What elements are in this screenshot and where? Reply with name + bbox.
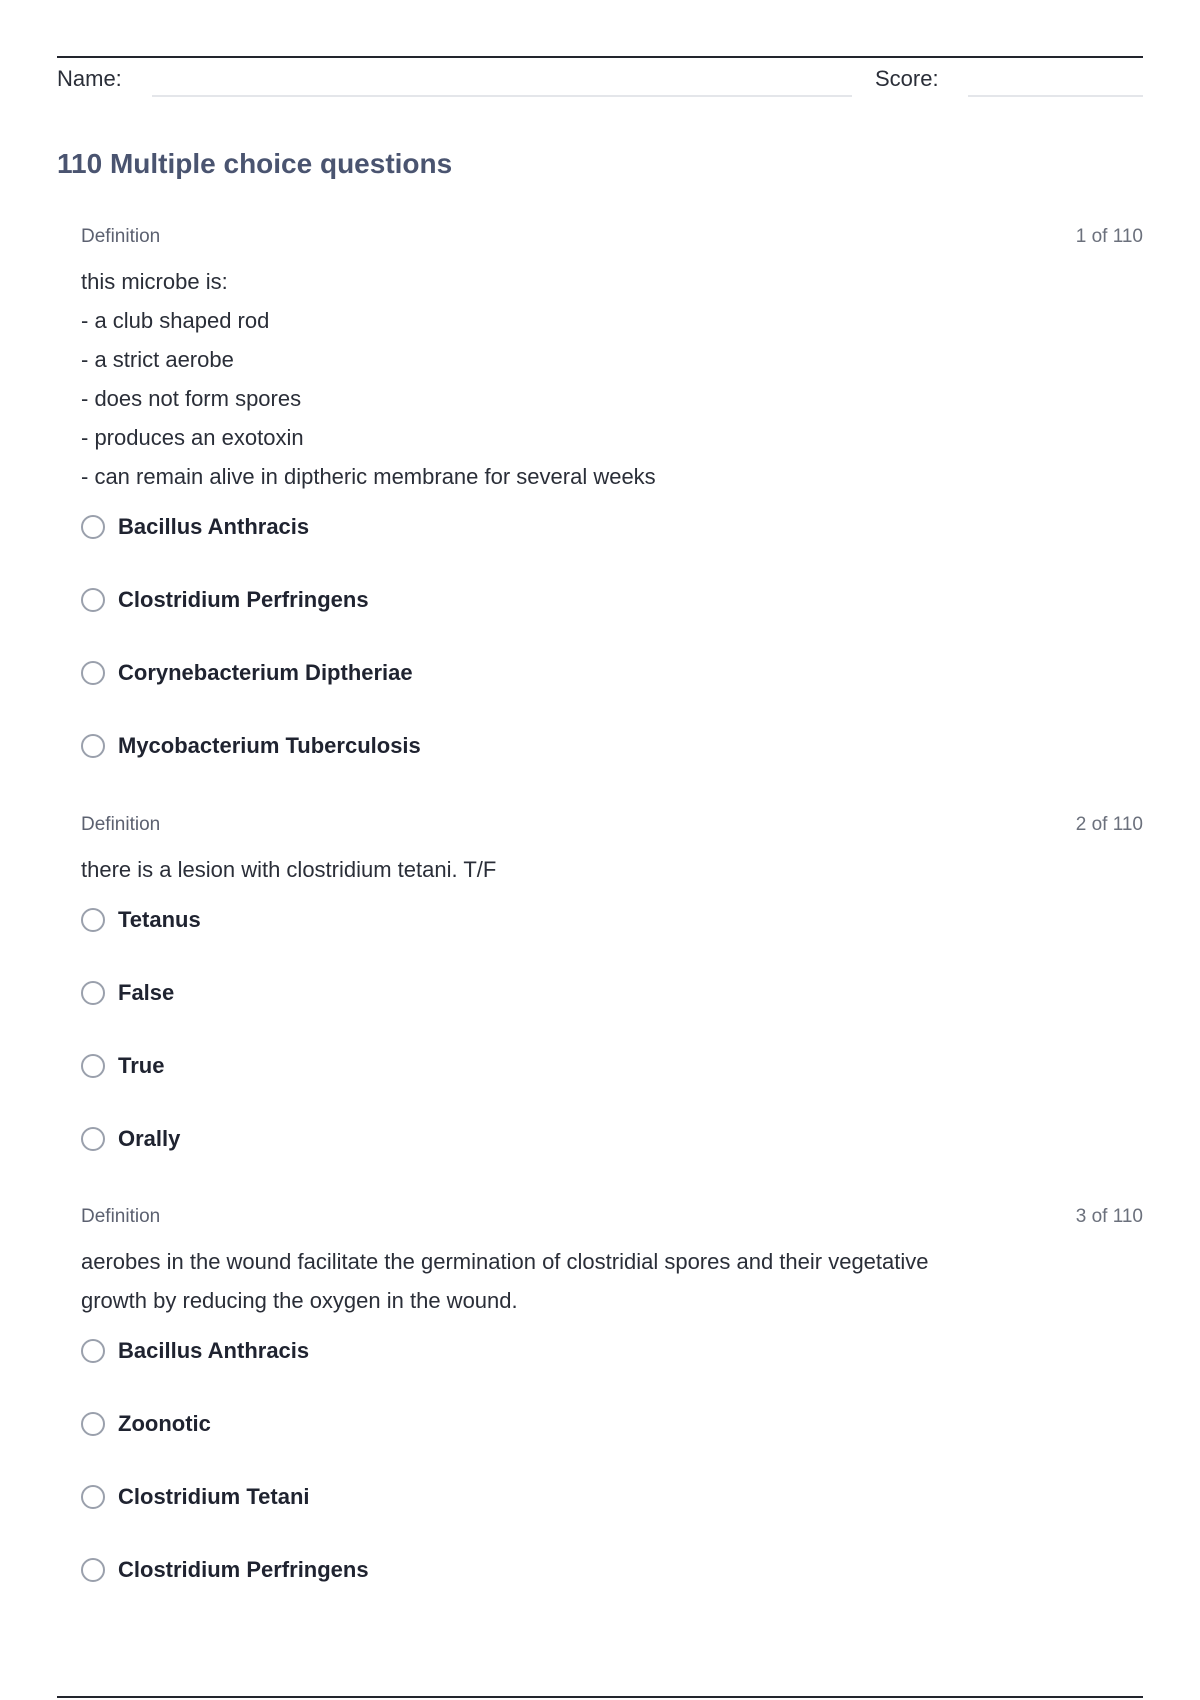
radio-button[interactable] bbox=[81, 1412, 105, 1436]
question-text-line: - a strict aerobe bbox=[81, 347, 234, 372]
question-counter: 2 of 110 bbox=[1075, 814, 1143, 835]
answer-options bbox=[81, 908, 1143, 1200]
header-row bbox=[57, 62, 1143, 98]
radio-button[interactable] bbox=[81, 1339, 105, 1363]
answer-option-label: Zoonotic bbox=[118, 1411, 211, 1436]
question-2 bbox=[81, 814, 1143, 1200]
answer-option[interactable] bbox=[81, 981, 1143, 1054]
answer-option-label: Bacillus Anthracis bbox=[118, 514, 310, 539]
answer-option-label: Bacillus Anthracis bbox=[118, 1338, 310, 1363]
question-text-line: aerobes in the wound facilitate the germination of clostridial spores and their vegetative bbox=[81, 1249, 929, 1274]
question-3 bbox=[81, 1206, 1143, 1631]
answer-option[interactable] bbox=[81, 1485, 1143, 1558]
answer-option[interactable] bbox=[81, 661, 1143, 734]
question-text-line: growth by reducing the oxygen in the wound. bbox=[81, 1288, 518, 1313]
answer-option-label: Corynebacterium Diptheriae bbox=[118, 660, 413, 685]
answer-option[interactable] bbox=[81, 1412, 1143, 1485]
question-counter: 1 of 110 bbox=[1075, 226, 1143, 247]
answer-option-label: Clostridium Tetani bbox=[118, 1484, 310, 1509]
name-input-line[interactable] bbox=[152, 95, 852, 97]
answer-option-label: False bbox=[118, 980, 175, 1005]
answer-options bbox=[81, 515, 1143, 807]
score-label: Score: bbox=[875, 66, 939, 91]
radio-button[interactable] bbox=[81, 588, 105, 612]
name-label: Name: bbox=[57, 66, 122, 91]
answer-options bbox=[81, 1339, 1143, 1631]
question-text-line: - a club shaped rod bbox=[81, 308, 270, 333]
question-text-line: there is a lesion with clostridium tetani. T/F bbox=[81, 857, 497, 882]
answer-option-label: Tetanus bbox=[118, 907, 201, 932]
radio-button[interactable] bbox=[81, 981, 105, 1005]
question-text-line: this microbe is: bbox=[81, 269, 228, 294]
question-1 bbox=[81, 226, 1143, 807]
answer-option[interactable] bbox=[81, 908, 1143, 981]
radio-button[interactable] bbox=[81, 734, 105, 758]
answer-option-label: Mycobacterium Tuberculosis bbox=[118, 733, 421, 758]
question-text-line: - does not form spores bbox=[81, 386, 302, 411]
question-text-line: - produces an exotoxin bbox=[81, 425, 304, 450]
question-header bbox=[81, 226, 1143, 254]
answer-option[interactable] bbox=[81, 1054, 1143, 1127]
question-text bbox=[81, 850, 1061, 889]
question-header bbox=[81, 1206, 1143, 1234]
radio-button[interactable] bbox=[81, 1127, 105, 1151]
question-kind: Definition bbox=[81, 814, 161, 835]
answer-option[interactable] bbox=[81, 1339, 1143, 1412]
score-input-line[interactable] bbox=[968, 95, 1143, 97]
radio-button[interactable] bbox=[81, 515, 105, 539]
answer-option-label: Clostridium Perfringens bbox=[118, 1557, 369, 1582]
answer-option-label: Clostridium Perfringens bbox=[118, 587, 369, 612]
question-text bbox=[81, 262, 1061, 496]
question-counter: 3 of 110 bbox=[1075, 1206, 1143, 1227]
answer-option[interactable] bbox=[81, 515, 1143, 588]
answer-option[interactable] bbox=[81, 588, 1143, 661]
top-rule bbox=[57, 56, 1143, 58]
radio-button[interactable] bbox=[81, 1485, 105, 1509]
bottom-rule bbox=[57, 1696, 1143, 1698]
radio-button[interactable] bbox=[81, 1558, 105, 1582]
question-kind: Definition bbox=[81, 1206, 161, 1227]
answer-option-label: True bbox=[118, 1053, 165, 1078]
question-text-line: - can remain alive in diptheric membrane for several weeks bbox=[81, 464, 656, 489]
answer-option-label: Orally bbox=[118, 1126, 181, 1151]
answer-option[interactable] bbox=[81, 1558, 1143, 1631]
radio-button[interactable] bbox=[81, 908, 105, 932]
page-title: 110 Multiple choice questions bbox=[57, 148, 453, 179]
answer-option[interactable] bbox=[81, 734, 1143, 807]
question-header bbox=[81, 814, 1143, 842]
question-text bbox=[81, 1242, 1061, 1320]
question-kind: Definition bbox=[81, 226, 161, 247]
radio-button[interactable] bbox=[81, 661, 105, 685]
answer-option[interactable] bbox=[81, 1127, 1143, 1200]
radio-button[interactable] bbox=[81, 1054, 105, 1078]
